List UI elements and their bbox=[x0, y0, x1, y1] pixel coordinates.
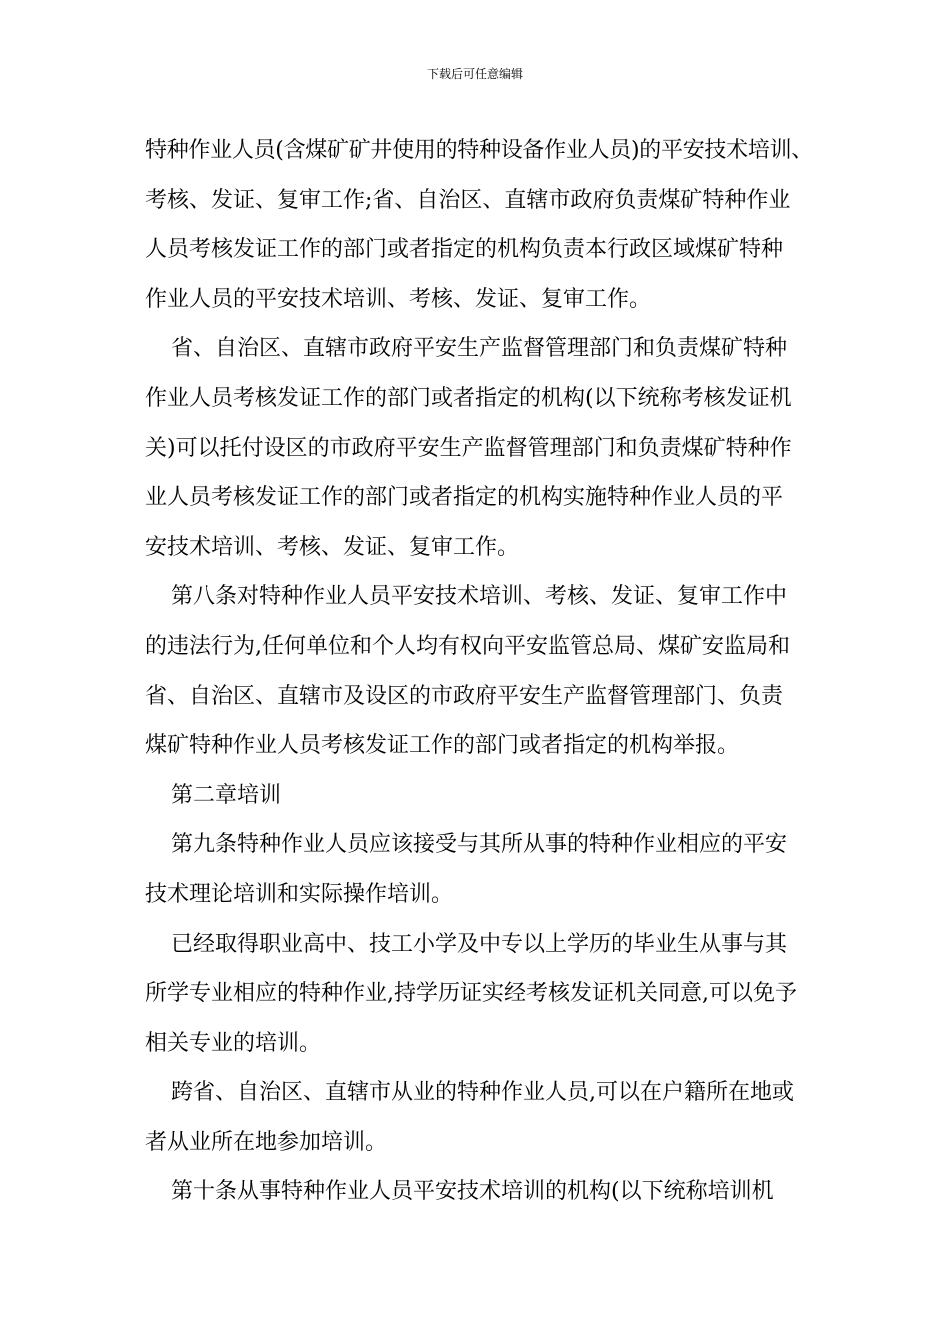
text-line: 特种作业人员(含煤矿矿井使用的特种设备作业人员)的平安技术培训、 bbox=[145, 138, 813, 163]
document-body bbox=[145, 126, 815, 1217]
text-line: 的违法行为,任何单位和个人均有权向平安监管总局、煤矿安监局和 bbox=[145, 633, 790, 659]
text-line: 第二章培训 bbox=[171, 782, 282, 808]
text-line: 者从业所在地参加培训。 bbox=[145, 1129, 388, 1155]
text-line: 作业人员考核发证工作的部门或者指定的机构(以下统称考核发证机 bbox=[145, 385, 792, 411]
page-header bbox=[0, 66, 950, 82]
text-line: 技术理论培训和实际操作培训。 bbox=[145, 881, 454, 907]
text-line: 第九条特种作业人员应该接受与其所从事的特种作业相应的平安 bbox=[171, 832, 788, 858]
text-line: 相关专业的培训。 bbox=[145, 1030, 322, 1056]
text-line: 第八条对特种作业人员平安技术培训、考核、发证、复审工作中 bbox=[171, 584, 788, 610]
text-line: 省、自治区、直辖市政府平安生产监督管理部门和负责煤矿特种 bbox=[171, 336, 788, 362]
text-line: 省、自治区、直辖市及设区的市政府平安生产监督管理部门、负责 bbox=[145, 683, 784, 709]
header-text: 下载后可任意编辑 bbox=[426, 67, 523, 81]
text-line: 关)可以托付设区的市政府平安生产监督管理部门和负责煤矿特种作 bbox=[145, 435, 792, 461]
text-line: 第十条从事特种作业人员平安技术培训的机构(以下统称培训机 bbox=[171, 1179, 774, 1205]
text-line: 安技术培训、考核、发证、复审工作。 bbox=[145, 534, 520, 560]
text-line: 已经取得职业高中、技工小学及中专以上学历的毕业生从事与其 bbox=[171, 931, 788, 957]
text-line: 考核、发证、复审工作;省、自治区、直辖市政府负责煤矿特种作业 bbox=[145, 187, 791, 213]
text-line: 业人员考核发证工作的部门或者指定的机构实施特种作业人员的平 bbox=[145, 485, 784, 511]
text-line: 人员考核发证工作的部门或者指定的机构负责本行政区域煤矿特种 bbox=[145, 237, 784, 263]
text-line: 跨省、自治区、直辖市从业的特种作业人员,可以在户籍所在地或 bbox=[171, 1080, 794, 1106]
text-line: 煤矿特种作业人员考核发证工作的部门或者指定的机构举报。 bbox=[145, 733, 740, 759]
text-line: 所学专业相应的特种作业,持学历证实经考核发证机关同意,可以免予 bbox=[145, 981, 797, 1007]
text-line: 作业人员的平安技术培训、考核、发证、复审工作。 bbox=[145, 286, 652, 312]
